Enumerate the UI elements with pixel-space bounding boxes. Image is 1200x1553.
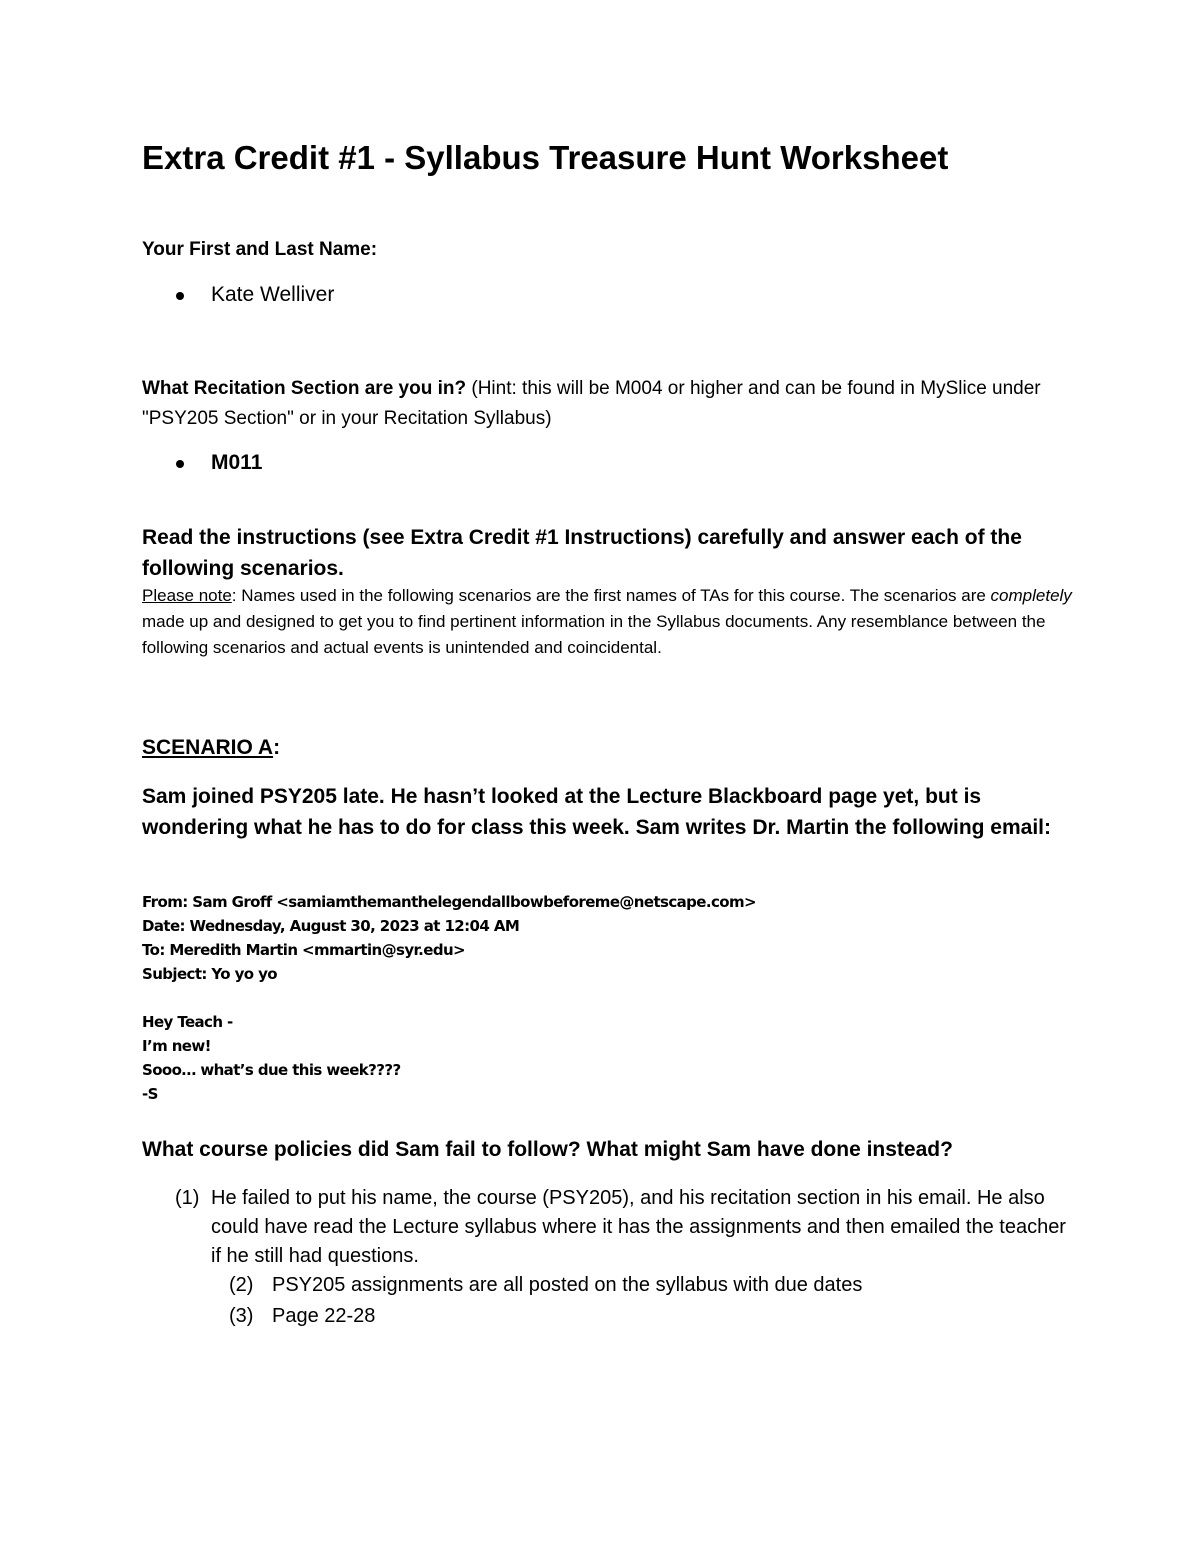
- email-body-line: Hey Teach -: [142, 1013, 233, 1031]
- instructions-heading: Read the instructions (see Extra Credit #1 Instructions) carefully and answer each of the following scenarios.: [142, 526, 1022, 580]
- recitation-question: [142, 374, 1072, 434]
- email-to: To: Meredith Martin <mmartin@syr.edu>: [142, 941, 466, 959]
- scenario-colon: :: [273, 736, 281, 759]
- answer-item: [229, 1302, 1072, 1331]
- bullet-icon: [176, 292, 184, 300]
- please-note: [142, 583, 1072, 661]
- email-block: [142, 890, 756, 1106]
- email-from: From: Sam Groff <samiamthemanthelegendallbowbeforeme@netscape.com>: [142, 893, 756, 911]
- name-answer: Kate Welliver: [211, 283, 335, 306]
- email-body-line: -S: [142, 1085, 158, 1103]
- answer-item: [175, 1184, 1081, 1271]
- answer-number: (3): [229, 1305, 254, 1327]
- recitation-label: What Recitation Section are you in?: [142, 378, 467, 399]
- note-emphasis: completely: [990, 586, 1072, 605]
- page-title: Extra Credit #1 - Syllabus Treasure Hunt Worksheet: [142, 139, 949, 176]
- answer-text: Page 22-28: [272, 1305, 376, 1327]
- scenario-heading: [142, 736, 280, 760]
- scenario-description: Sam joined PSY205 late. He hasn’t looked at the Lecture Blackboard page yet, but is wondering what he has to do for class this week. Sam writes Dr. Martin the following email:: [142, 785, 1051, 839]
- answer-item: [229, 1271, 1072, 1300]
- answer-text: He failed to put his name, the course (PSY205), and his recitation section in his email. He also could have read the Lecture syllabus where it has the assignments and then emailed the teacher if he still had questions.: [211, 1187, 1066, 1267]
- note-label: Please note: [142, 586, 232, 605]
- scenario-label: SCENARIO A: [142, 736, 274, 759]
- recitation-answer: M011: [211, 451, 263, 474]
- email-body-line: I’m new!: [142, 1037, 211, 1055]
- email-body-line: Sooo… what’s due this week????: [142, 1061, 401, 1079]
- note-text-1: : Names used in the following scenarios are the first names of TAs for this course. The scenarios are: [231, 586, 991, 605]
- answer-text: PSY205 assignments are all posted on the syllabus with due dates: [272, 1274, 863, 1296]
- name-label: Your First and Last Name:: [142, 239, 378, 260]
- email-spacer: [142, 986, 756, 1010]
- note-text-2: made up and designed to get you to find pertinent information in the Syllabus documents. Any resemblance between the following scenarios and actual events is unintended and coincidental.: [142, 612, 1046, 657]
- recitation-hint: (Hint: this will be M004 or higher and can be found in MySlice under "PSY205 Section" or in your Recitation Syllabus): [142, 378, 1041, 429]
- bullet-icon: [176, 460, 184, 468]
- answer-number: (2): [229, 1274, 254, 1296]
- email-date: Date: Wednesday, August 30, 2023 at 12:04 AM: [142, 917, 520, 935]
- scenario-question: What course policies did Sam fail to follow? What might Sam have done instead?: [142, 1138, 953, 1161]
- answer-number: (1): [175, 1187, 200, 1209]
- email-subject: Subject: Yo yo yo: [142, 965, 278, 983]
